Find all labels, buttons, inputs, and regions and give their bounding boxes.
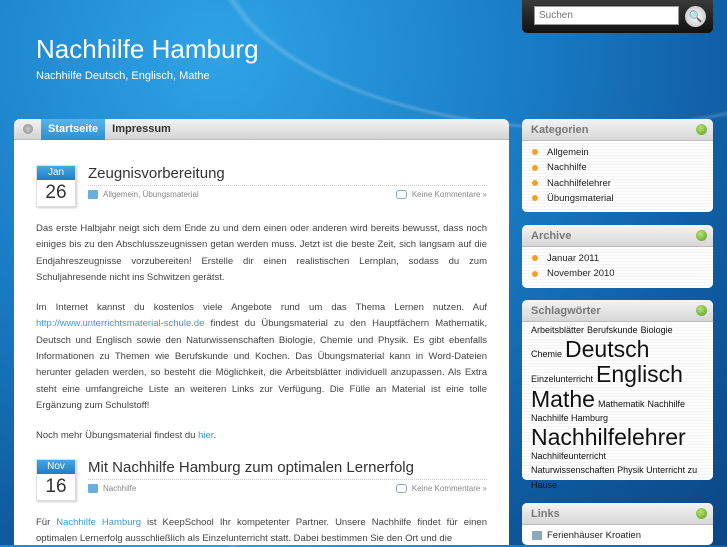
- blogroll-link[interactable]: Ferienhäuser Kroatien: [547, 530, 641, 541]
- widget-archive: [522, 225, 713, 288]
- widget-links: [522, 503, 713, 545]
- tag-link[interactable]: Mathe: [531, 386, 595, 412]
- post-paragraph: Das erste Halbjahr neigt sich dem Ende zu und dem einen oder anderen wird bereits bewusst, dass noch einiges bis zu den Abschlusszeugnissen getan werden muss. Jetzt ist die beste Zeit, sich langsam auf die Endjahreszeugnisse vorzubereiten! Erstelle dir einen realistischen Lernplan, sodass du zum Schuljahresende nicht ins Schwitzen gerätst.: [36, 223, 487, 283]
- comment-icon: [396, 484, 407, 493]
- post-day: 26: [45, 182, 67, 203]
- category-link[interactable]: Nachhilfelehrer: [532, 176, 713, 191]
- post-paragraph: [36, 300, 487, 414]
- search-button[interactable]: [685, 6, 706, 27]
- archive-link[interactable]: November 2010: [532, 266, 713, 281]
- comments-link[interactable]: Keine Kommentare »: [411, 483, 487, 493]
- green-dot-icon: [696, 124, 707, 135]
- post-day: 16: [45, 475, 67, 497]
- external-link[interactable]: http://www.unterrichtsmaterial-schule.de: [36, 318, 205, 330]
- tab-impressum[interactable]: Impressum: [112, 122, 171, 135]
- post: [36, 165, 487, 445]
- post-title[interactable]: Mit Nachhilfe Hamburg zum optimalen Lernerfolg: [88, 459, 487, 480]
- text: Im Internet kannst du kostenlos viele Angebote rund um das Thema Lernen nutzen. Auf: [36, 302, 487, 314]
- category-link[interactable]: Allgemein: [532, 145, 713, 160]
- nachhilfe-hamburg-link[interactable]: Nachhilfe Hamburg: [56, 516, 141, 528]
- text: findest du Übungsmaterial zu den Hauptfächern Mathematik, Deutsch und Englisch sowie den Naturwissenschaften Biologie, Chemie und Physik. Es gibt ebenfalls Informationen zu Themen wie Berufskunde und Kochen. Das Übungsmaterial kann in Word-Dateien herunter geladen werden, so besteht die Möglichkeit, die Arbeitsblätter individuell anzupassen. Als Extra steht eine umfangreiche Liste an weiteren Links zur Verfügung. Die Fülle an Material ist eine tolle Ergänzung zum Schulstoff!: [36, 318, 487, 411]
- tab-startseite[interactable]: Startseite: [41, 119, 105, 140]
- post-paragraph: [36, 428, 487, 444]
- hier-link[interactable]: hier: [198, 430, 214, 442]
- tag-link[interactable]: Nachhilfe Hamburg: [531, 413, 609, 423]
- link-icon: [532, 531, 542, 540]
- site-description: Nachhilfe Deutsch, Englisch, Mathe: [36, 70, 210, 82]
- post-categories[interactable]: Nachhilfe: [103, 483, 137, 493]
- text: Noch mehr Übungsmaterial findest du: [36, 430, 199, 442]
- widget-title: Kategorien: [531, 124, 589, 136]
- tag-link[interactable]: Biologie: [640, 325, 673, 335]
- widget-tags: [522, 300, 713, 490]
- text: .: [213, 430, 217, 442]
- comments-link[interactable]: Keine Kommentare »: [411, 190, 487, 199]
- tag-link[interactable]: Berufskunde: [587, 325, 638, 335]
- post-meta: [88, 484, 487, 493]
- tag-link[interactable]: Nachhilfelehrer: [531, 424, 686, 450]
- post-meta: [88, 190, 487, 199]
- text: Für: [36, 516, 57, 528]
- post-month: Nov: [37, 460, 75, 474]
- widget-categories: [522, 119, 713, 212]
- tag-cloud: [522, 322, 713, 490]
- green-dot-icon: [696, 305, 707, 316]
- search-bar: [522, 0, 713, 33]
- post-month: Jan: [37, 166, 75, 180]
- tag-link[interactable]: Deutsch: [565, 336, 650, 362]
- post-body: [36, 515, 487, 547]
- green-dot-icon: [696, 508, 707, 519]
- widget-title: Archive: [531, 230, 572, 242]
- search-icon: 🔍: [688, 11, 703, 23]
- tag-line: [531, 463, 709, 490]
- post-categories[interactable]: Allgemein, Übungsmaterial: [103, 190, 199, 199]
- nav-dot-icon: [23, 124, 33, 134]
- date-calendar-icon: [36, 459, 76, 501]
- tag-link[interactable]: Physik: [617, 465, 644, 475]
- widget-title: Schlagwörter: [531, 305, 601, 317]
- main-content: [14, 119, 509, 545]
- tag-link[interactable]: Chemie: [531, 349, 563, 359]
- nav-bar: [14, 119, 509, 140]
- comment-icon: [396, 190, 407, 199]
- green-dot-icon: [696, 230, 707, 241]
- category-link[interactable]: Nachhilfe: [532, 160, 713, 175]
- folder-icon: [88, 484, 98, 493]
- tag-link[interactable]: Mathematik: [597, 399, 645, 409]
- category-link[interactable]: Übungsmaterial: [532, 191, 713, 206]
- widget-title: Links: [531, 508, 560, 520]
- tag-link[interactable]: Englisch: [596, 361, 683, 387]
- search-input[interactable]: [534, 6, 679, 25]
- tag-link[interactable]: Nachhilfe: [647, 399, 685, 409]
- folder-icon: [88, 190, 98, 199]
- tag-link[interactable]: Naturwissenschaften: [531, 465, 615, 475]
- post-title[interactable]: Zeugnisvorbereitung: [88, 165, 487, 186]
- post: [36, 459, 487, 547]
- tag-link[interactable]: Unterricht zu Hause: [531, 465, 698, 490]
- post-paragraph: [36, 515, 487, 547]
- site-title[interactable]: Nachhilfe Hamburg: [36, 34, 259, 64]
- text: ist KeepSchool Ihr kompetenter Partner. Unsere Nachhilfe findet für einen optimalen Lernerfolg ausschließlich als Einzelunterricht statt. Dabei bestimmen Sie den Ort und die: [36, 516, 487, 544]
- archive-link[interactable]: Januar 2011: [532, 251, 713, 266]
- post-body: [36, 221, 487, 445]
- tag-link[interactable]: Einzelunterricht: [531, 374, 594, 384]
- tag-link[interactable]: Nachhilfeunterricht: [531, 451, 607, 461]
- date-calendar-icon: [36, 165, 76, 207]
- tag-link[interactable]: Arbeitsblätter: [531, 325, 585, 335]
